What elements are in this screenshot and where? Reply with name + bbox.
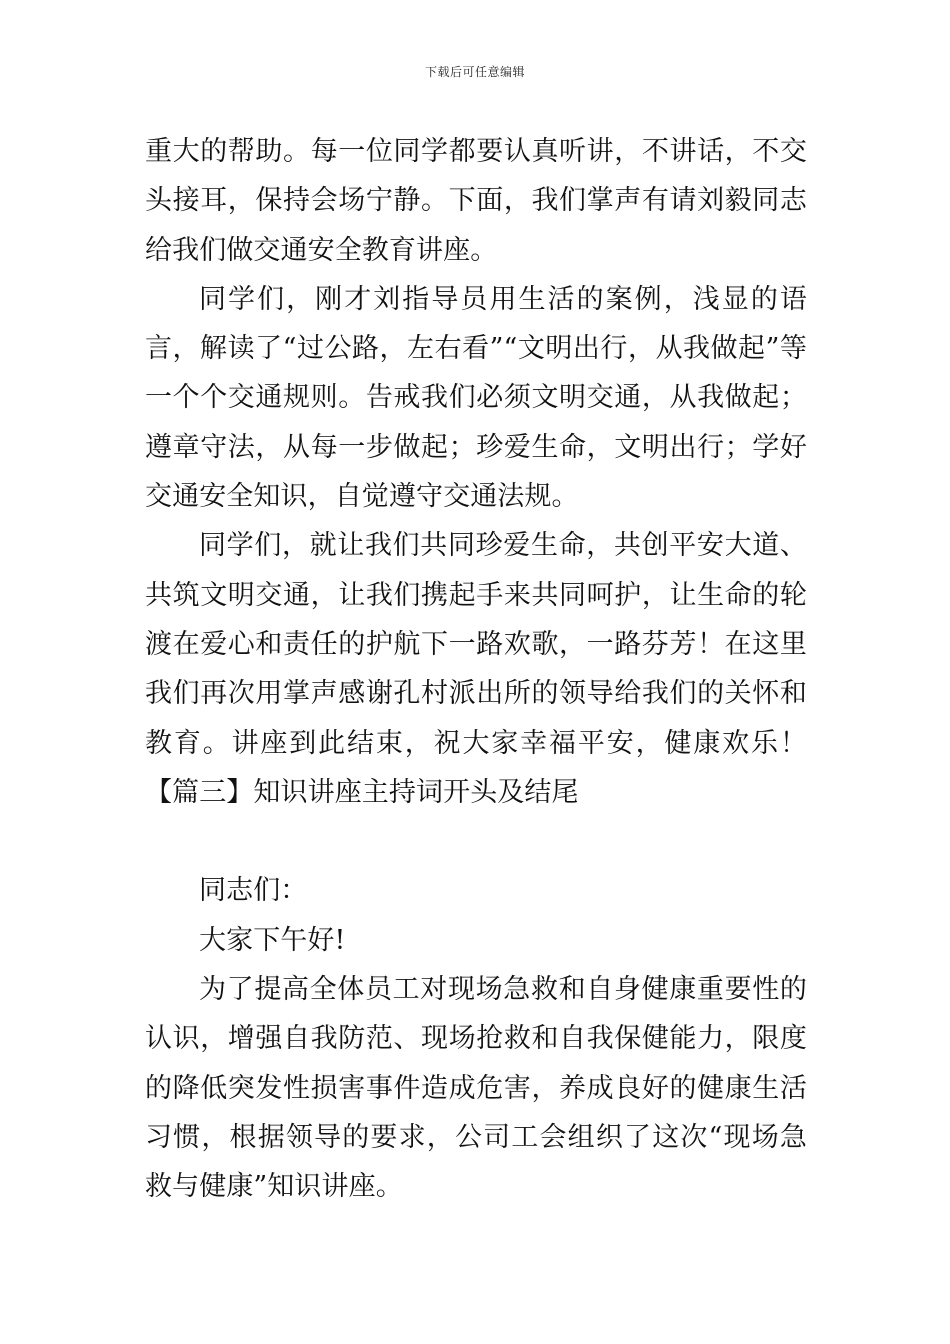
page-header: 下载后可任意编辑 xyxy=(424,65,525,79)
paragraph-spacer xyxy=(145,817,807,866)
document-body xyxy=(145,127,807,1212)
greeting: 大家下午好! xyxy=(199,924,346,956)
paragraph: 同学们，就让我们共同珍爱生命，共创平安大道、共筑文明交通，让我们携起手来共同呵护，让生命的轮渡在爱心和责任的护航下一路欢歌，一路芬芳！在这里我们再次用掌声感谢孔村派出所的领导给我们的关怀和教育。讲座到此结束，祝大家幸福平安，健康欢乐！【篇三】知识讲座主持词开头及结尾 xyxy=(145,530,807,808)
paragraph: 同学们，刚才刘指导员用生活的案例，浅显的语言，解读了“过公路，左右看”“文明出行，从我做起”等一个个交通规则。告戒我们必须文明交通，从我做起；遵章守法，从每一步做起；珍爱生命，文明出行；学好交通安全知识，自觉遵守交通法规。 xyxy=(145,283,807,513)
paragraph: 为了提高全体员工对现场急救和自身健康重要性的认识，增强自我防范、现场抢救和自我保健能力，限度的降低突发性损害事件造成危害，养成良好的健康生活习惯，根据领导的要求，公司工会组织了这次“现场急救与健康”知识讲座。 xyxy=(145,974,807,1203)
salutation: 同志们： xyxy=(199,875,308,907)
paragraph: 重大的帮助。每一位同学都要认真听讲，不讲话，不交头接耳，保持会场宁静。下面，我们掌声有请刘毅同志给我们做交通安全教育讲座。 xyxy=(145,136,807,266)
